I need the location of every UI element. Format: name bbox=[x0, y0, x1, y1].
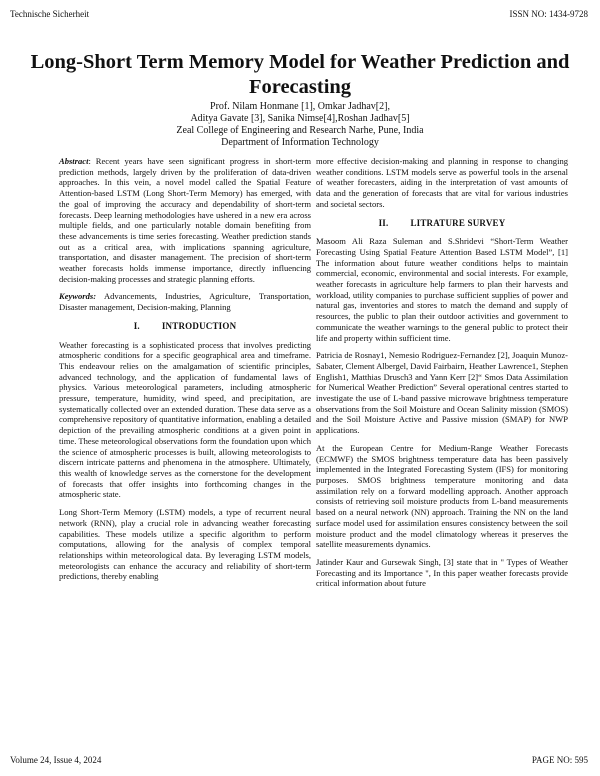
journal-name: Technische Sicherheit bbox=[10, 9, 90, 19]
intro-paragraph-1: Weather forecasting is a sophisticated process that involves predicting atmospheric conditions for a specific geographical area and timeframe. This endeavour relies on the amalgamation of scientific principles, advanced technology, and the application of fundamental laws of physics. Various meteorological parameters, including atmospheric pressure, temperature, humidity, wind speed, and precipitation, are systematically collected over an extended duration. These data serve as a comprehensive repository of quantitative information, enabling a detailed depiction of the prevailing atmospheric conditions at a given point in time. These meteorological observations form the foundation upon which the science of atmospheric processes is built, allowing meteorologists to discern intricate patterns and phenomena in the atmosphere. Ultimately, this wealth of knowledge serves as the cornerstone for the development of forecasts that offer insights into forthcoming changes in the atmospheric state. bbox=[59, 339, 311, 500]
author-block bbox=[0, 101, 600, 149]
section-title: LITRATURE SURVEY bbox=[410, 217, 506, 228]
department: Department of Information Technology bbox=[221, 137, 379, 148]
section-heading-introduction bbox=[59, 321, 311, 332]
affiliation: Zeal College of Engineering and Research Narhe, Pune, India bbox=[176, 125, 424, 136]
author-line-2: Aditya Gavate [3], Sanika Nimse[4],Roshan Jadhav[5] bbox=[190, 113, 410, 124]
survey-paragraph-1: Masoom Ali Raza Suleman and S.Shridevi “Short-Term Weather Forecasting Using Spatial Feature Attention Based LSTM Model”, [1] The information about future weather conditions helps to maintain commercial, economic, environmental and social interests. For example, weather forecasts in agriculture help farmers to plan their harvests and workload, utility companies to purchase sufficient supplies of power and natural gas, inventories and stores to match the demand and supply of resources, the public to plan their outdoor activities and government to communicate the weather warnings to the general public to protect their life and property within sufficient time. bbox=[316, 236, 568, 343]
survey-paragraph-2: Patricia de Rosnay1, Nemesio Rodriguez-Fernandez [2], Joaquin Munoz-Sabater, Clement Albergel, David Fairbairn, Heather Lawrence1, Stephen English1, Matthias Drusch3 and Yann Kerr [2]“ Smos Data Assimilation for Numerical Weather Prediction” Several operational centres started to investigate the use of L-band passive microwave brightness temperature observations from the Soil Moisture and Ocean Salinity mission (SMOS) and the Soil Moisture Active and Passive mission (SMAP) for NWP applications. bbox=[316, 350, 568, 436]
section-number: II. bbox=[378, 217, 389, 228]
paper-title: Long-Short Term Memory Model for Weather Prediction and Forecasting bbox=[30, 51, 570, 98]
intro-paragraph-continued: more effective decision-making and planning in response to changing weather conditions. LSTM models serve as powerful tools in the arsenal of weather forecasters, aiding in the interpretation of vast amounts of data and the generation of forecasts that are vital for various industries and societal sectors. bbox=[316, 156, 568, 209]
issn-number: ISSN NO: 1434-9728 bbox=[509, 9, 588, 19]
page-number: PAGE NO: 595 bbox=[531, 755, 588, 765]
abstract-label: Abstract bbox=[59, 156, 89, 166]
abstract-text: : Recent years have seen significant progress in short-term prediction methods, largely driven by the proliferation of data-driven approaches. In this vein, a novel model called the Spatial Feature Attention-based LSTM (Long Short-Term Memory) has emerged, with the goal of improving the accuracy and dependability of short-term forecasts. Deep learning methodologies have ushered in a new era across multiple fields, and one particularly notable domain benefiting from these advancements is time series forecasting. Weather prediction stands out as a critical area, with implications spanning agriculture, transportation, and disaster management. The precision of short-term weather forecasts holds immense importance, directly influencing decision-making processes and strategic planning efforts. bbox=[59, 156, 311, 284]
keywords-text: Advancements, Industries, Agriculture, Transportation, Disaster management, Decision-making, Planning bbox=[59, 291, 311, 313]
keywords bbox=[59, 291, 311, 312]
survey-paragraph-4: Jatinder Kaur and Gursewak Singh, [3] state that in " Types of Weather Forecasting and its Importance ", In this paper weather forecasts provide critical information about future bbox=[316, 556, 568, 589]
section-number: I. bbox=[133, 320, 140, 331]
abstract bbox=[59, 156, 311, 284]
author-line-1: Prof. Nilam Honmane [1], Omkar Jadhav[2], bbox=[210, 101, 390, 112]
volume-info: Volume 24, Issue 4, 2024 bbox=[10, 755, 102, 765]
section-heading-survey bbox=[316, 218, 568, 229]
intro-paragraph-2: Long Short-Term Memory (LSTM) models, a type of recurrent neural network (RNN), play a crucial role in advancing weather forecasting capabilities. These models utilize a specific algorithm to perform computations, allowing for the analysis of complex temporal relationships within meteorological data. By leveraging LSTM models, meteorologists can enhance the accuracy and reliability of short-term predictions, thereby enabling bbox=[59, 507, 311, 582]
section-title: INTRODUCTION bbox=[161, 320, 237, 331]
left-column bbox=[59, 156, 311, 589]
right-column bbox=[316, 156, 568, 596]
survey-paragraph-3: At the European Centre for Medium-Range Weather Forecasts (ECMWF) the SMOS brightness temperature data has been passively implemented in the Integrated Forecasting System (IFS) for monitoring purposes. SMOS brightness temperature monitoring and data assimilation rely on a forward modelling approach. Another approach consists of retrieving soil moisture products from L-band measurements based on a neural network (NN) approach. Training the NN on the land surface model used for assimilation ensures consistency between the soil moisture product and the model climatology whereas it preserves the satellite measurements dynamics. bbox=[316, 442, 568, 550]
keywords-label: Keywords: bbox=[59, 291, 97, 302]
